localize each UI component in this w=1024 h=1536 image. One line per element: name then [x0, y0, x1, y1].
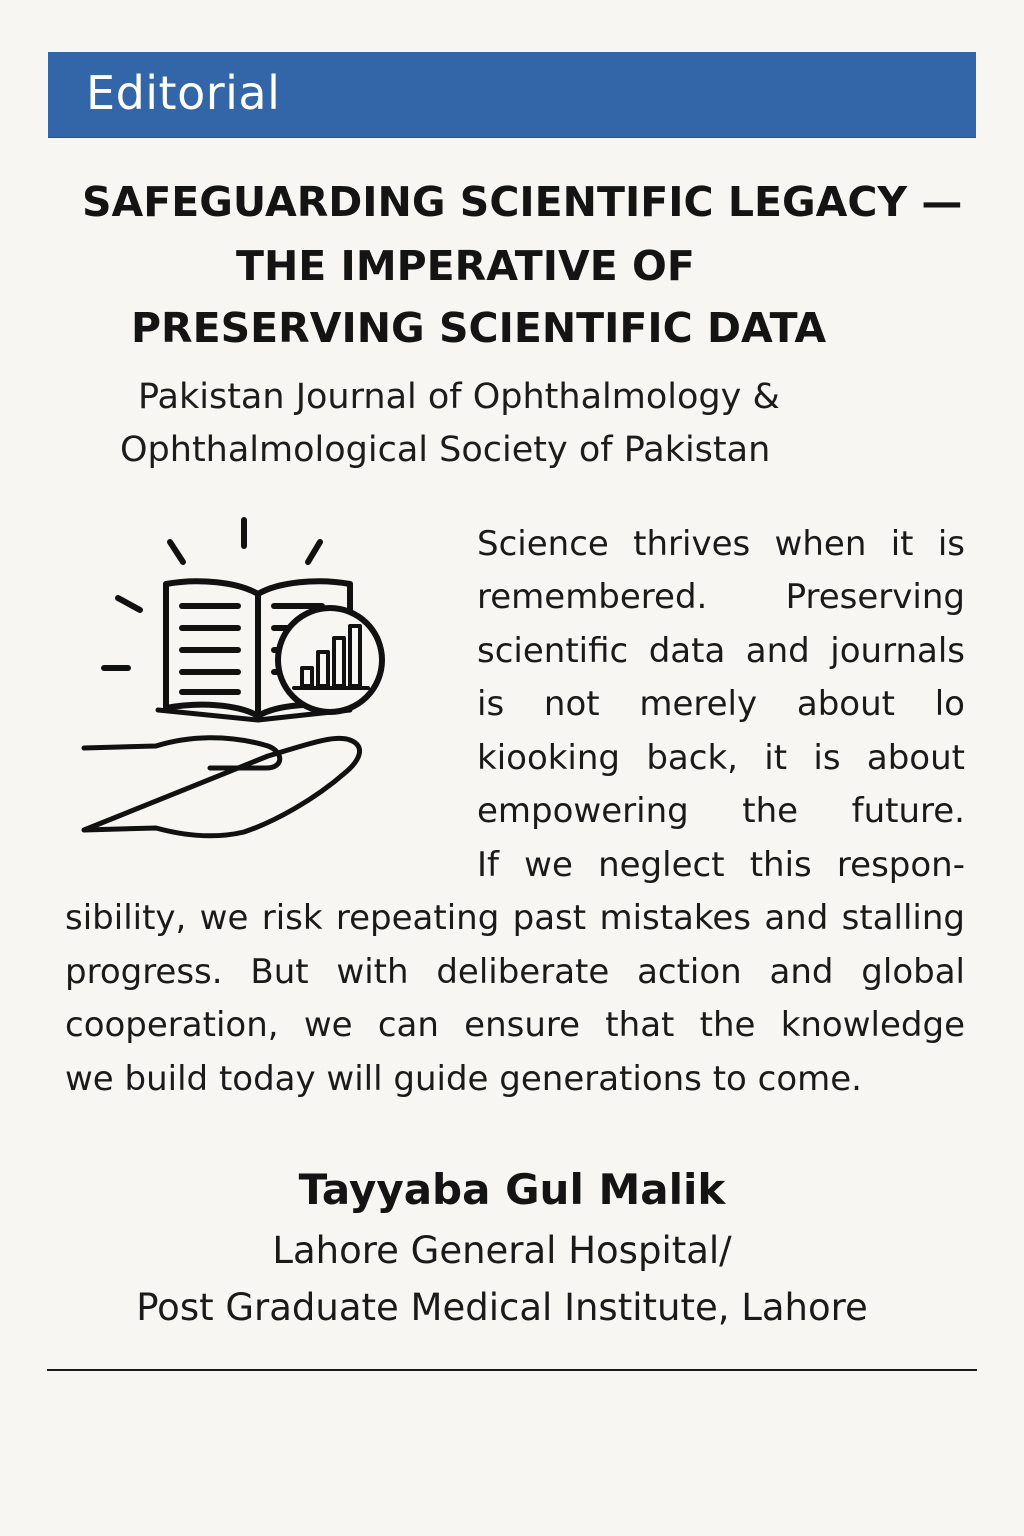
body-text-line: sibility, we risk repeating past mistakes and stalling [65, 898, 965, 938]
footer-divider [47, 1369, 977, 1371]
body-text-line: Science thrives when it is [477, 524, 965, 564]
body-text-line: progress. But with deliberate action and global [65, 952, 965, 992]
section-label: Editorial [86, 66, 281, 120]
article-title-line-2: THE IMPERATIVE OF [236, 242, 695, 290]
author-name: Tayyaba Gul Malik [298, 1165, 726, 1214]
author-affiliation-line-1: Lahore General Hospital/ [272, 1229, 732, 1272]
body-text-line: cooperation, we can ensure that the knowledge [65, 1005, 965, 1045]
body-text-line: is not merely about lo [477, 684, 965, 724]
body-text-line: remembered. Preserving [477, 577, 965, 617]
hand-holding-book-chart-icon [78, 510, 398, 850]
journal-name-line-1: Pakistan Journal of Ophthalmology & [138, 377, 780, 417]
article-title-line-1: SAFEGUARDING SCIENTIFIC LEGACY — [82, 178, 963, 226]
body-text-line: kiooking back, it is about [477, 738, 965, 778]
journal-name-line-2: Ophthalmological Society of Pakistan [120, 430, 771, 470]
body-text-line: If we neglect this respon- [477, 845, 965, 885]
section-banner [48, 52, 976, 138]
article-title-line-3: PRESERVING SCIENTIFIC DATA [131, 304, 827, 352]
body-text-line: scientific data and journals [477, 631, 965, 671]
body-text-line: we build today will guide generations to come. [65, 1059, 862, 1099]
body-text-line: empowering the future. [477, 791, 965, 831]
author-affiliation-line-2: Post Graduate Medical Institute, Lahore [136, 1286, 868, 1329]
